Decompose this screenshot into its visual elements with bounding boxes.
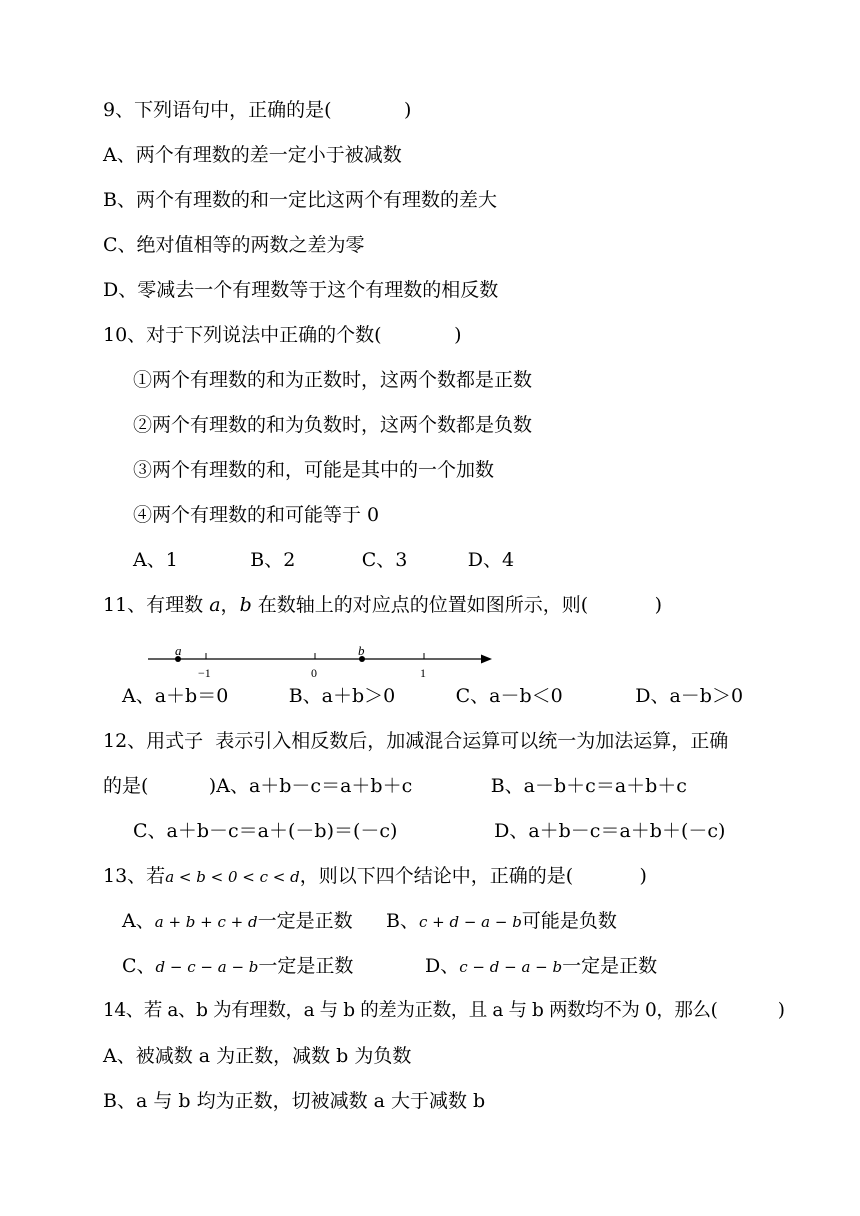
q11-comma: ， [220, 594, 240, 616]
point-a-label: a [175, 643, 182, 658]
q13-b-prefix: B、 [386, 910, 419, 932]
q13-a-prefix: A、 [122, 910, 155, 932]
q13-b-suffix: 可能是负数 [521, 910, 617, 932]
q13-option-a [122, 909, 353, 934]
q9-option-c: C、绝对值相等的两数之差为零 [103, 234, 365, 256]
q13-c-suffix: 一定是正数 [258, 955, 354, 977]
number-line [140, 640, 500, 680]
q13-d-expression: c − d − a − b [459, 958, 563, 976]
q11-stem-pre: 11、有理数 [103, 594, 210, 616]
q9-option-b: B、两个有理数的和一定比这两个有理数的差大 [103, 189, 497, 211]
q9-stem: 9、下列语句中，正确的是( ) [103, 99, 412, 121]
q10-stem: 10、对于下列说法中正确的个数( ) [103, 324, 462, 346]
q10-statement-4: ④两个有理数的和可能等于 0 [133, 504, 380, 526]
q12-line-3: C、a＋b－c＝a＋(－b)＝(－c) D、a＋b－c＝a＋b＋(－c) [133, 820, 726, 842]
q13-option-b [386, 909, 617, 934]
q13-condition: a < b < 0 < c < d [165, 868, 300, 886]
q12-line-1: 12、用式子 表示引入相反数后，加减混合运算可以统一为加法运算，正确 [103, 730, 729, 752]
tick-label-1: 1 [420, 666, 426, 680]
q14-option-b: B、a 与 b 均为正数，切被减数 a 大于减数 b [103, 1090, 486, 1112]
q13-c-prefix: C、 [122, 955, 156, 977]
point-b-label: b [358, 643, 365, 658]
q11-stem [103, 593, 662, 617]
q9-option-a: A、两个有理数的差一定小于被减数 [103, 144, 402, 166]
number-line-arrow [481, 655, 492, 664]
q13-stem-post: ，则以下四个结论中，正确的是( ) [299, 865, 647, 887]
q13-a-suffix: 一定是正数 [257, 910, 353, 932]
q12-line-2: 的是( )A、a＋b－c＝a＋b＋c B、a－b＋c＝a＋b＋c [103, 775, 687, 797]
q13-option-d [425, 954, 657, 979]
tick-label-0: 0 [311, 666, 317, 680]
q13-stem [103, 864, 647, 889]
q13-d-suffix: 一定是正数 [562, 955, 658, 977]
q13-stem-pre: 13、若 [103, 865, 166, 887]
q11-stem-post: 在数轴上的对应点的位置如图所示，则( ) [251, 594, 663, 616]
q11-var-a: a [209, 594, 221, 616]
q10-statement-2: ②两个有理数的和为负数时，这两个数都是负数 [133, 414, 533, 436]
q13-c-expression: d − c − a − b [155, 958, 259, 976]
q13-a-expression: a + b + c + d [154, 913, 258, 931]
q10-statement-3: ③两个有理数的和，可能是其中的一个加数 [133, 459, 495, 481]
q10-options: A、1 B、2 C、3 D、4 [133, 549, 515, 571]
tick-label-neg1: −1 [198, 666, 211, 680]
q13-d-prefix: D、 [425, 955, 460, 977]
q9-option-d: D、零减去一个有理数等于这个有理数的相反数 [103, 279, 499, 301]
q14-option-a: A、被减数 a 为正数，减数 b 为负数 [103, 1045, 412, 1067]
q11-var-b: b [239, 594, 252, 616]
q10-statement-1: ①两个有理数的和为正数时，这两个数都是正数 [133, 369, 533, 391]
q13-b-expression: c + d − a − b [418, 913, 522, 931]
q11-options: A、a＋b＝0 B、a＋b＞0 C、a－b＜0 D、a－b＞0 [122, 685, 744, 707]
q14-stem: 14、若 a、b 为有理数，a 与 b 的差为正数，且 a 与 b 两数均不为 0，那么( ) [103, 1000, 785, 1021]
q13-option-c [122, 954, 353, 979]
